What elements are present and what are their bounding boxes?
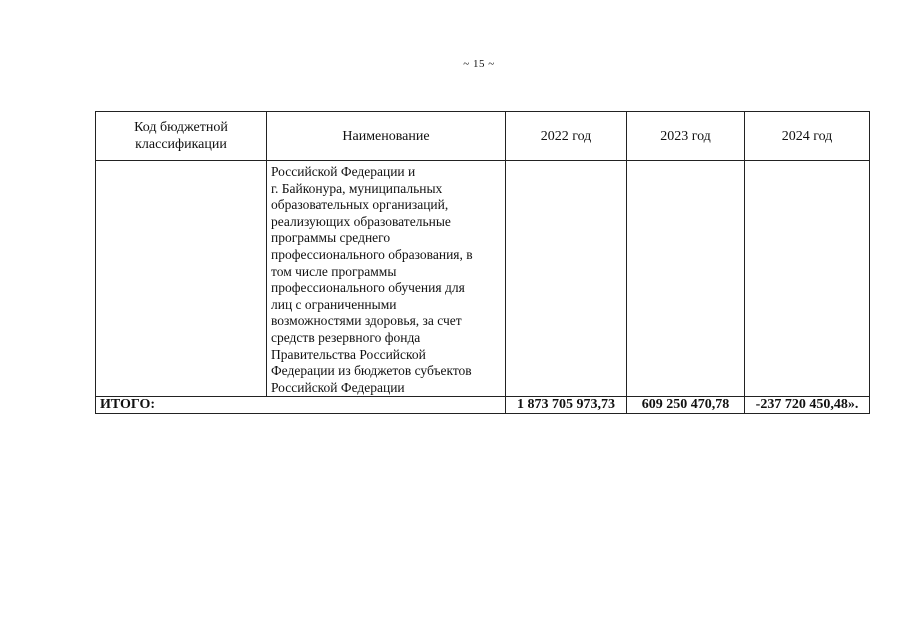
total-row: [96, 397, 870, 414]
header-budget-code: Код бюджетной классификации: [96, 112, 267, 161]
row-name-line: профессионального обучения для: [271, 280, 465, 296]
row-name-line: г. Байконура, муниципальных: [271, 180, 443, 196]
total-value-2022: 1 873 705 973,73: [506, 397, 627, 414]
row-budget-code: [96, 161, 267, 397]
row-name-line: Российской Федерации и: [271, 164, 416, 179]
row-name-line: профессионального образования, в: [271, 246, 473, 262]
budget-table: [95, 111, 870, 414]
total-value-2023: 609 250 470,78: [627, 397, 745, 414]
header-year-2022: 2022 год: [506, 112, 627, 161]
row-name-line: том числе программы: [271, 263, 397, 279]
row-name-line: Правительства Российской: [271, 346, 426, 362]
row-value-2023: [627, 161, 745, 397]
page-number: ~ 15 ~: [463, 58, 495, 70]
row-value-2022: [506, 161, 627, 397]
row-name-line: реализующих образовательные: [271, 213, 451, 229]
row-value-2024: [745, 161, 870, 397]
row-name-line: средств резервного фонда: [271, 329, 421, 345]
total-value-2024: -237 720 450,48».: [745, 397, 870, 414]
table-row: [96, 161, 870, 397]
header-year-2023: 2023 год: [627, 112, 745, 161]
row-name-line: лиц с ограниченными: [271, 296, 397, 312]
total-label: ИТОГО:: [96, 397, 506, 414]
row-name-line: Федерации из бюджетов субъектов: [271, 363, 472, 379]
row-name-line: возможностями здоровья, за счет: [271, 313, 462, 329]
row-name-line: Российской Федерации: [271, 379, 405, 395]
table-header-row: [96, 112, 870, 161]
row-name-line: программы среднего: [271, 230, 391, 246]
header-year-2024: 2024 год: [745, 112, 870, 161]
row-name: [267, 161, 506, 397]
row-name-line: образовательных организаций,: [271, 197, 449, 213]
header-name: Наименование: [267, 112, 506, 161]
